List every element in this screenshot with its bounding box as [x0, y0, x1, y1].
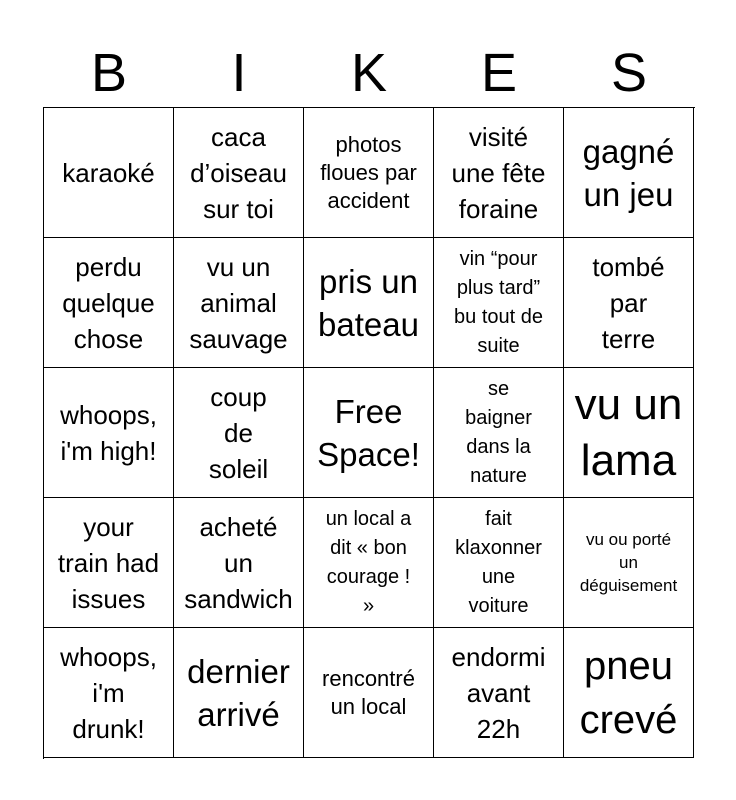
bingo-cell-text: perdu quelque chose — [62, 251, 155, 354]
bingo-cell-text: se baigner dans la nature — [465, 377, 532, 487]
bingo-cell[interactable] — [174, 368, 304, 498]
bingo-cell[interactable] — [304, 498, 434, 628]
bingo-cell-text: tombé par terre — [592, 251, 665, 354]
bingo-cell-text: vu ou porté un déguisement — [579, 530, 678, 595]
bingo-cell-text: vin “pour plus tard” bu tout de suite — [454, 247, 543, 357]
bingo-cell[interactable] — [304, 628, 434, 758]
bingo-cell[interactable] — [44, 498, 174, 628]
bingo-grid — [43, 107, 695, 759]
bingo-cell-text: photos floues par accident — [320, 131, 417, 213]
bingo-cell-text: your train had issues — [57, 511, 160, 614]
bingo-cell[interactable] — [564, 628, 694, 758]
bingo-cell[interactable] — [434, 368, 564, 498]
bingo-cell-text: endormi avant 22h — [451, 641, 546, 744]
bingo-cell-text: Free Space! — [317, 392, 420, 473]
header-letter-i: I — [231, 43, 247, 103]
bingo-cell[interactable] — [174, 108, 304, 238]
bingo-cell[interactable] — [174, 628, 304, 758]
bingo-cell-text: pneu crevé — [579, 643, 678, 742]
header-letter-e: E — [480, 43, 518, 103]
bingo-cell-text: rencontré un local — [322, 665, 415, 719]
bingo-cell[interactable] — [174, 238, 304, 368]
header-letter-k: K — [350, 43, 388, 103]
bingo-cell[interactable] — [564, 498, 694, 628]
bingo-cell[interactable] — [44, 628, 174, 758]
bingo-cell-text: coup de soleil — [208, 381, 269, 484]
bingo-cell[interactable] — [304, 238, 434, 368]
bingo-cell-text: pris un bateau — [318, 262, 419, 343]
bingo-cell-text: caca d’oiseau sur toi — [190, 121, 287, 224]
bingo-cell-text: un local a dit « bon courage ! » — [325, 507, 412, 617]
bingo-cell[interactable] — [564, 238, 694, 368]
bingo-cell[interactable] — [434, 498, 564, 628]
bingo-cell[interactable] — [564, 368, 694, 498]
bingo-cell-text: karaoké — [62, 157, 155, 188]
bingo-cell[interactable] — [44, 108, 174, 238]
bingo-cell[interactable] — [44, 238, 174, 368]
bingo-cell-text: vu un lama — [574, 379, 683, 485]
bingo-cell[interactable] — [174, 498, 304, 628]
bingo-cell-text: acheté un sandwich — [184, 511, 293, 614]
bingo-cell-text: gagné un jeu — [582, 132, 675, 213]
bingo-cell[interactable] — [44, 368, 174, 498]
bingo-cell-text: whoops, i'm drunk! — [60, 641, 157, 744]
header-letter-b: B — [90, 43, 128, 103]
bingo-cell-text: whoops, i'm high! — [60, 399, 157, 466]
bingo-header — [44, 38, 694, 108]
bingo-cell[interactable] — [304, 108, 434, 238]
bingo-cell-text: visité une fête foraine — [451, 121, 546, 224]
bingo-cell[interactable] — [564, 108, 694, 238]
bingo-cell[interactable] — [434, 238, 564, 368]
bingo-cell[interactable] — [434, 108, 564, 238]
bingo-cell[interactable] — [304, 368, 434, 498]
bingo-cell-text: dernier arrivé — [187, 652, 290, 733]
header-letter-s: S — [610, 43, 648, 103]
bingo-cell-text: vu un animal sauvage — [189, 251, 288, 354]
bingo-cell[interactable] — [434, 628, 564, 758]
bingo-cell-text: fait klaxonner une voiture — [455, 507, 542, 617]
